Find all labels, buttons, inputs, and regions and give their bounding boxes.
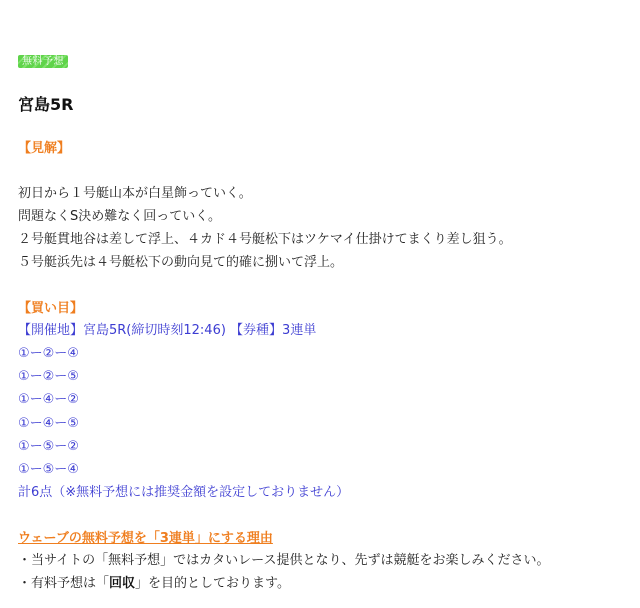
article-body: [18, 49, 618, 595]
race-title: 宮島5R: [18, 95, 74, 114]
analysis-line: 問題なくS決め難なく回っていく。: [18, 209, 221, 224]
combination-item: ①ー⑤ー②: [18, 438, 79, 454]
reason-heading: ウェーブの無料予想を「3連単」にする理由: [18, 531, 273, 547]
combination-item: ①ー②ー⑤: [18, 369, 79, 385]
combination-item: ①ー④ー②: [18, 392, 79, 408]
free-prediction-badge: 無料予想: [18, 55, 68, 68]
analysis-line: ５号艇浜先は４号艇松下の動向見て的確に捌いて浮上。: [18, 255, 344, 270]
venue-line: 【開催地】宮島5R(締切時刻12:46) 【券種】3連単: [18, 323, 317, 338]
combination-item: ①ー②ー④: [18, 346, 79, 361]
combination-item: ①ー⑤ー④: [18, 462, 79, 478]
combination-item: ①ー④ー⑤: [18, 415, 79, 431]
combination-list: [18, 342, 618, 481]
analysis-heading: 【見解】: [18, 141, 71, 156]
collection-emphasis: 回収: [109, 576, 136, 592]
total-points: 計6点（※無料予想には推奨金額を設定しておりません）: [18, 485, 350, 501]
reason-line-2-pre: ・有料予想は「: [18, 576, 110, 592]
analysis-line: ２号艇貫地谷は差して浮上、４カド４号艇松下はツケマイ仕掛けてまくり差し狙う。: [18, 232, 512, 247]
reason-line-2-post: 」を目的としております。: [135, 576, 290, 592]
analysis-text: [18, 182, 618, 274]
analysis-line: 初日から１号艇山本が白星飾っていく。: [18, 186, 252, 201]
bets-heading: 【買い目】: [18, 301, 84, 316]
reason-line-1: ・当サイトの「無料予想」ではカタいレース提供となり、先ずは競艇をお楽しみください。: [18, 553, 550, 569]
reason-line-2: [18, 572, 618, 595]
